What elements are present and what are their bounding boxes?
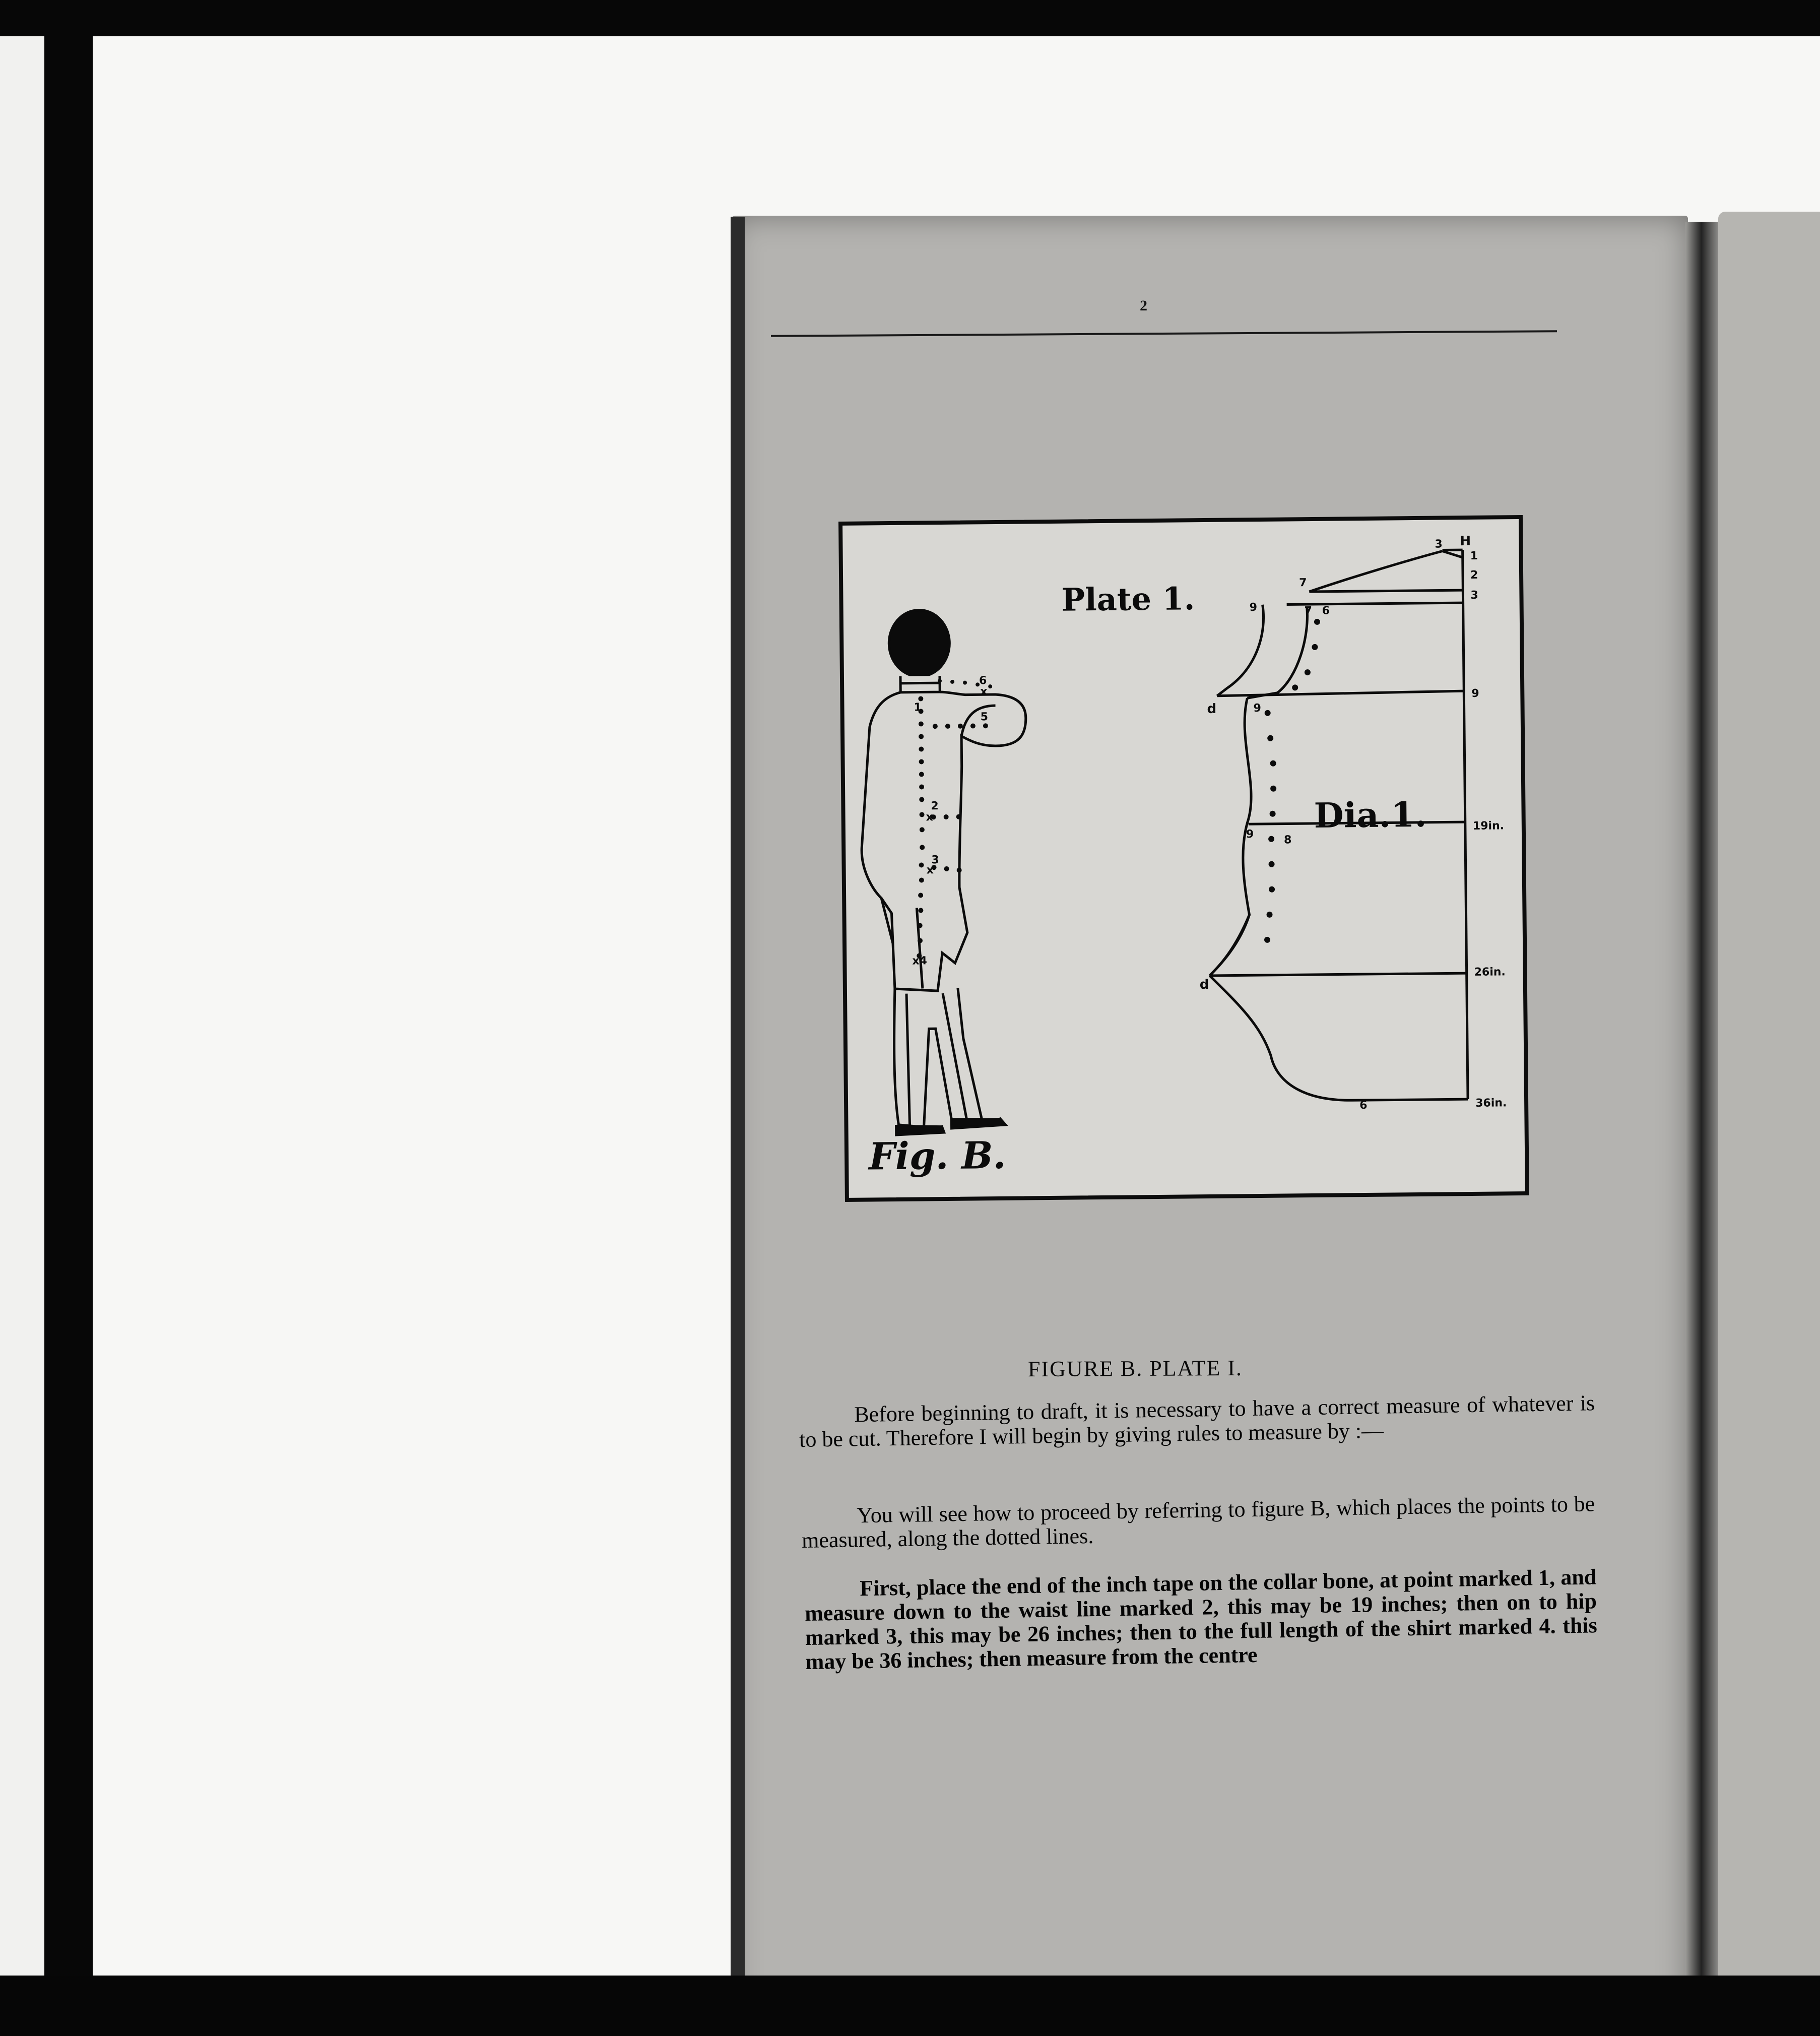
diagram-mark: 9: [1249, 601, 1258, 614]
head: [889, 610, 950, 677]
book-edge: [731, 217, 745, 2036]
diagram-mark: 3: [1435, 538, 1443, 551]
diagram-mark: 3: [1470, 589, 1478, 602]
diagram-mark: 6: [1359, 1099, 1368, 1112]
figure-mark: 3: [931, 854, 939, 867]
left-shoe: [896, 1124, 944, 1135]
page-number: 2: [1140, 297, 1147, 314]
diagram-mark: 9: [1253, 702, 1262, 715]
figure-mark: 1: [914, 701, 922, 714]
right-shoe: [951, 1118, 1005, 1128]
plate-illustration: [838, 515, 1529, 1202]
figure-mark: 6: [979, 674, 987, 687]
figure-label: Fig. B.: [868, 1133, 1006, 1179]
armhole: [1216, 605, 1264, 696]
diagram-mark: 9: [1471, 687, 1479, 700]
diagram-mark: 7: [1299, 577, 1307, 590]
body-paragraph: Before beginning to draft, it is necessary to have a correct measure of whatever is to be cut. Therefore I will begin by giving rules to measure by :—: [799, 1390, 1595, 1452]
body-paragraph: First, place the end of the inch tape on the collar bone, at point marked 1, and measure down to the waist line marked 2, this may be 19 inches; then on to hip marked 3, this may be 26 inches; then to the full length of the shirt marked 4. this may be 36 inches; then measure from the centre: [804, 1564, 1598, 1674]
diagram-mark: 19in.: [1472, 819, 1505, 833]
diagram-mark: H: [1460, 533, 1471, 549]
diagram-mark: 36in.: [1475, 1097, 1507, 1110]
previous-frame-edge: [0, 36, 44, 2002]
book-gutter: [1685, 222, 1721, 2036]
diagram-mark: 9: [1246, 828, 1254, 841]
neck-curve: [1309, 551, 1443, 592]
diagram-mark: d: [1207, 701, 1217, 717]
plate-drawing: [842, 519, 1525, 1198]
body-paragraph: You will see how to proceed by referring to figure B, which places the points to be measured, along the dotted lines.: [801, 1491, 1595, 1553]
diagram-mark: 6: [1322, 604, 1330, 617]
figure-mark: x: [926, 864, 934, 877]
diagram-mark: 2: [1470, 568, 1478, 582]
hem-curve: [1210, 973, 1468, 1102]
figure-caption: FIGURE B. PLATE I.: [1027, 1355, 1243, 1382]
figure-b-man: [860, 609, 1030, 1135]
raised-arm: [961, 706, 996, 736]
coat-outline: [860, 691, 1028, 991]
figure-mark: 2: [931, 800, 939, 813]
diagram-mark: 1: [1470, 549, 1478, 562]
diagram-mark: 7: [1304, 604, 1313, 618]
plate-title: Plate 1.: [1061, 580, 1195, 618]
figure-mark: 5: [980, 711, 989, 724]
figure-mark: x: [926, 811, 933, 824]
diagram-mark: 26in.: [1474, 966, 1506, 979]
film-bottom-edge: [0, 1976, 1820, 2036]
diagram-mark: 8: [1283, 834, 1292, 847]
figure-mark: x: [980, 685, 988, 698]
diagram-mark: d: [1199, 977, 1209, 993]
figure-mark: x4: [912, 955, 927, 968]
facing-page-edge: [1718, 212, 1820, 2036]
diagram-label: Dia.1.: [1314, 794, 1427, 836]
diagram-dots: [1261, 619, 1323, 943]
